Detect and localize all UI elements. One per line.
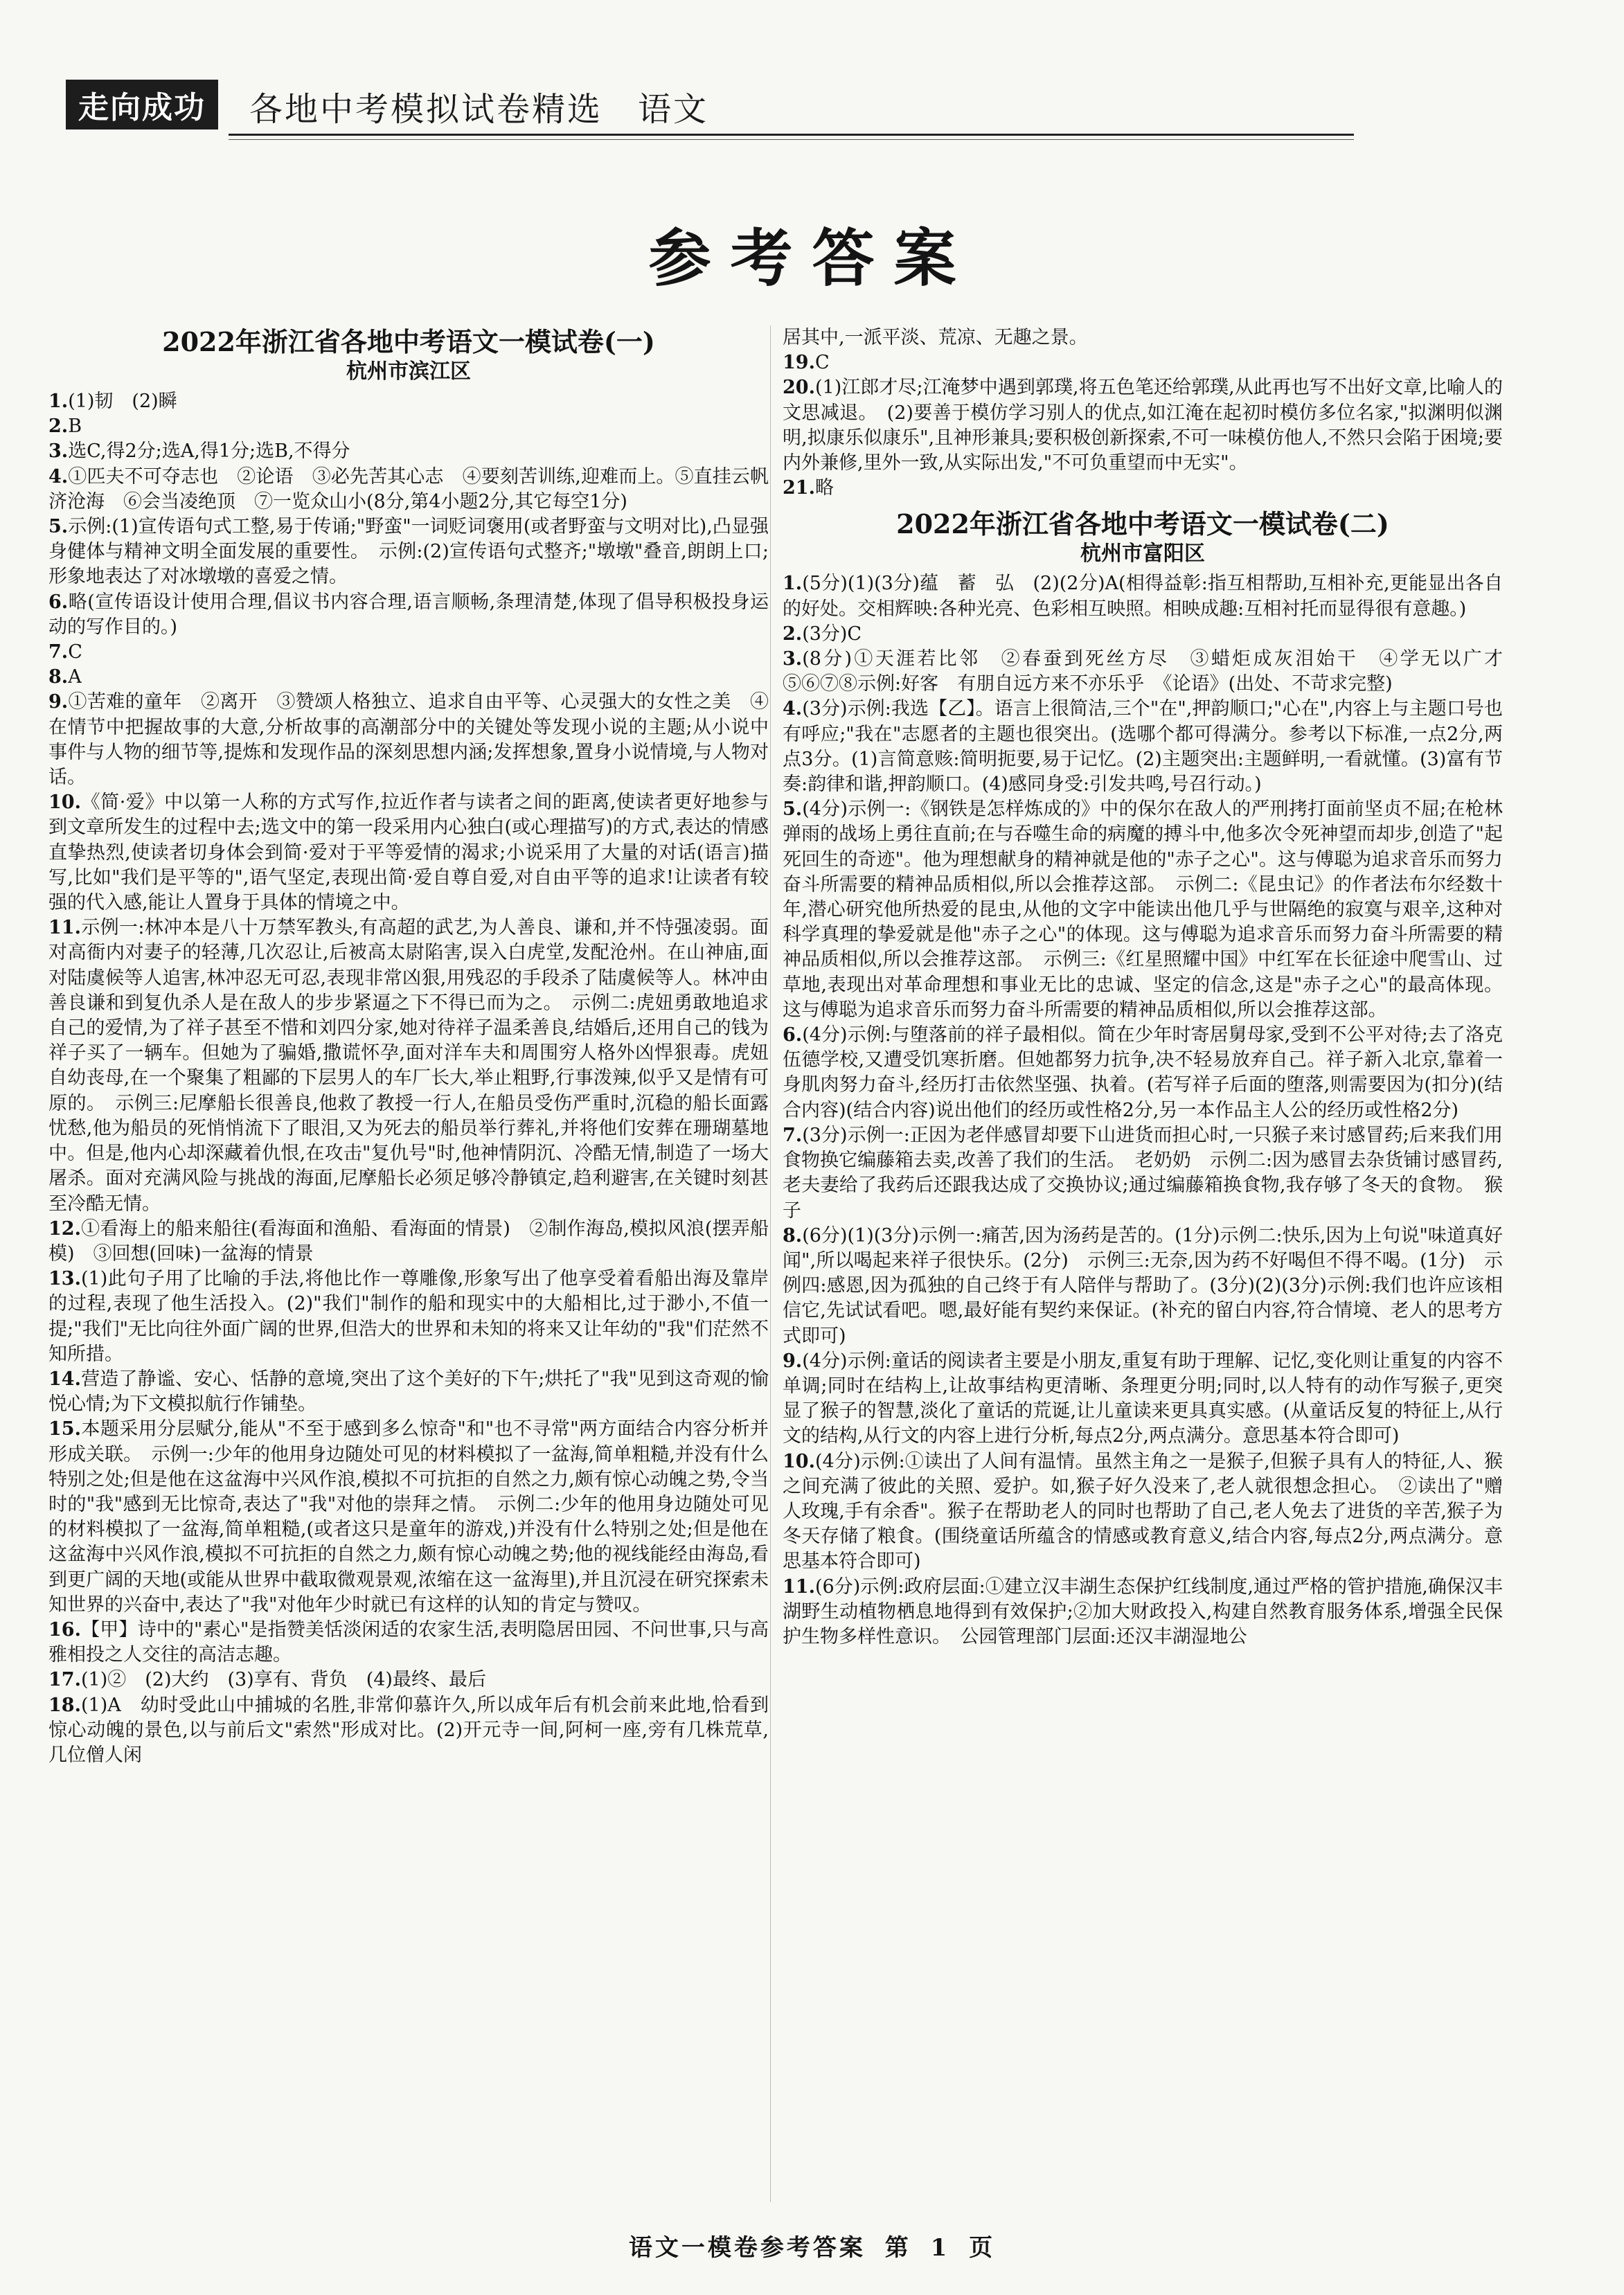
answer-number: 8.	[48, 666, 69, 688]
answer-item	[48, 916, 769, 1216]
answer-item	[48, 1217, 769, 1267]
answer-item	[48, 590, 769, 640]
continued-answer-text: 居其中,一派平淡、荒凉、无趣之景。	[783, 327, 1088, 348]
answer-number: 3.	[783, 648, 803, 670]
answer-list-1	[48, 389, 769, 1768]
answer-item	[783, 647, 1522, 697]
answer-number: 12.	[48, 1217, 81, 1240]
footer-page-suffix: 页	[969, 2234, 996, 2262]
answer-item	[48, 1668, 769, 1693]
footer-page-prefix: 第	[884, 2234, 911, 2262]
answer-text: ①匹夫不可夺志也 ②论语 ③必先苦其心志 ④要刻苦训练,迎难而上。⑤直挂云帆济沧海 ⑥会当凌绝顶 ⑦一览众山小(8分,第4小题2分,其它每空1分)	[48, 465, 769, 512]
answer-text: 本题采用分层赋分,能从"不至于感到多么惊奇"和"也不寻常"两方面结合内容分析并形成关联。 示例一:少年的他用身边随处可见的材料模拟了一盆海,简单粗糙,并没有什么特别之处;但是他在这盆海中兴风作浪,模拟不可抗拒的自然之力,颇有惊心动魄之势,令当时的"我"感到无比惊奇,表达了"我"对他的崇拜之情。 示例二:少年的他用身边随处可见的材料模拟了一盆海,简单粗糙,(或者这只是童年的游戏,)并没有什么特别之处;但是他在这盆海中兴风作浪,模拟不可抗拒的自然之力,颇有惊心动魄之势;他的视线能经由海岛,看到更广阔的天地(或能从世界中截取微观景观,浓缩在这一盆海里),并且沉浸在研究探索未知世界的兴奋中,表达了"我"对他年少时就已有这样的认知的肯定与赞叹。	[48, 1418, 769, 1616]
answer-number: 18.	[48, 1694, 81, 1716]
answer-list-1-continued	[783, 350, 1503, 501]
answer-text: (4分)示例:童话的阅读者主要是小朋友,重复有助于理解、记忆,变化则让重复的内容不单调;同时在结构上,让故事结构更清晰、条理更分明;同时,以人特有的动作写猴子,更突显了猴子的智慧,淡化了童话的荒诞,让儿童读来更具真实感。(从童话反复的特征上,从行文的结构,从行文的内容上进行分析,每点2分,两点满分。意思基本符合即可)	[783, 1350, 1503, 1447]
answer-number: 4.	[48, 465, 69, 488]
answer-list-2	[783, 571, 1522, 1650]
section-title-1: 2022年浙江省各地中考语文一模试卷(一)	[162, 326, 655, 357]
answer-text: 示例一:林冲本是八十万禁军教头,有高超的武艺,为人善良、谦和,并不恃强凌弱。面对高衙内对妻子的轻薄,几次忍让,后被高太尉陷害,误入白虎堂,发配沧州。在山神庙,面对陆虞候等人追害,林冲忍无可忍,表现非常凶狠,用残忍的手段杀了陆虞候等人。林冲由善良谦和到复仇杀人是在敌人的步步紧逼之下不得已而为之。 示例二:虎妞勇敢地追求自己的爱情,为了祥子甚至不惜和刘四分家,她对待祥子温柔善良,结婚后,还用自己的钱为祥子买了一辆车。但她为了骗婚,撒谎怀孕,面对洋车夫和周围穷人格外凶悍狠毒。虎妞自幼丧母,在一个聚集了粗鄙的下层男人的车厂长大,举止粗野,行事泼辣,似乎又是情有可原的。 示例三:尼摩船长很善良,他救了教授一行人,在船员受伤严重时,沉稳的船长面露忧愁,他为船员的死悄悄流下了眼泪,又为死去的船员举行葬礼,并将他们安葬在珊瑚墓地中。但是,他内心却深藏着仇恨,在攻击"复仇号"时,他神情阴沉、冷酷无情,制造了一场大屠杀。面对充满风险与挑战的海面,尼摩船长必须足够冷静镇定,趋利避害,在关键时刻甚至冷酷无情。	[48, 917, 769, 1215]
answer-text: 略	[814, 477, 834, 499]
answer-item	[48, 389, 769, 414]
answer-item	[48, 439, 769, 464]
answer-number: 5.	[783, 798, 803, 821]
answer-text: (4分)示例:①读出了人间有温情。虽然主角之一是猴子,但猴子具有人的特征,人、猴之间充满了彼此的关照、爱护。如,猴子好久没来了,老人就很想念担心。 ②读出了"赠人玫瑰,手有余香"。猴子在帮助老人的同时也帮助了自己,老人免去了进货的辛苦,猴子为冬天存储了粮食。(围绕童话所蕴含的情感或教育意义,结合内容,每点2分,两点满分。意思基本符合即可)	[783, 1450, 1503, 1573]
page-footer	[0, 2229, 1624, 2262]
section-title-2: 2022年浙江省各地中考语文一模试卷(二)	[896, 508, 1389, 540]
answer-number: 13.	[48, 1268, 81, 1290]
column-divider	[770, 325, 771, 2202]
right-column	[783, 325, 1522, 2209]
answer-number: 10.	[783, 1450, 815, 1472]
answer-number: 16.	[48, 1618, 81, 1641]
answer-text: (4分)示例一:《钢铁是怎样炼成的》中的保尔在敌人的严刑拷打面前坚贞不屈;在枪林弹雨的战场上勇往直前;在与吞噬生命的病魔的搏斗中,他多次令死神望而却步,创造了"起死回生的奇迹"。他为理想献身的精神就是他的"赤子之心"。这与傅聪为追求音乐而努力奋斗所需要的精神品质相似,所以会推荐这部。 示例二:《昆虫记》的作者法布尔经数十年,潜心研究他所热爱的昆虫,从他的文字中能读出他几乎与世隔绝的寂寞与艰辛,这种对科学真理的挚爱就是他"赤子之心"的体现。这与傅聪为追求音乐而努力奋斗所需要的精神品质相似,所以会推荐这部。 示例三:《红星照耀中国》中红军在长征途中爬雪山、过草地,表现出对革命理想和事业无比的忠诚、坚定的信念,这是"赤子之心"的最高体现。这与傅聪为追求音乐而努力奋斗所需要的精神品质相似,所以会推荐这部。	[783, 798, 1503, 1021]
answer-number: 7.	[48, 641, 69, 663]
answer-text: (1)② (2)大约 (3)享有、背负 (4)最终、最后	[80, 1669, 486, 1691]
answer-item	[48, 690, 769, 790]
answer-number: 10.	[48, 792, 81, 814]
answer-text: (6分)示例:政府层面:①建立汉丰湖生态保护红线制度,通过严格的管护措施,确保汉丰湖野生动植物栖息地得到有效保护;②加大财政投入,构建自然教育服务体系,增强全民保护生物多样性意识。 公园管理部门层面:还汉丰湖湿地公	[783, 1575, 1503, 1647]
answer-number: 4.	[783, 698, 803, 720]
answer-item	[783, 350, 1503, 375]
answer-text: 营造了静谧、安心、恬静的意境,突出了这个美好的下午;烘托了"我"见到这奇观的愉悦心情;为下文模拟航行作铺垫。	[48, 1368, 769, 1416]
answer-text: 选C,得2分;选A,得1分;选B,不得分	[68, 440, 350, 463]
answer-number: 6.	[48, 591, 69, 613]
answer-text: (4分)示例:与堕落前的祥子最相似。简在少年时寄居舅母家,受到不公平对待;去了洛克伍德学校,又遭受饥寒折磨。但她都努力抗争,决不轻易放弃自己。祥子新入北京,靠着一身肌肉努力奋斗,经历打击依然坚强、执着。(若写祥子后面的堕落,则需要因为(扣分)(结合内容)(结合内容)说出他们的经历或性格2分,另一本作品主人公的经历或性格2分)	[783, 1024, 1503, 1121]
answer-item	[783, 476, 1503, 501]
answer-text: ①看海上的船来船往(看海面和渔船、看海面的情景) ②制作海岛,模拟风浪(摆弄船模) ③回想(回味)一盆海的情景	[48, 1217, 769, 1265]
answer-text: B	[68, 416, 82, 438]
answer-item	[48, 1267, 769, 1367]
answer-number: 6.	[783, 1024, 803, 1046]
answer-item	[783, 375, 1503, 476]
answer-text: (3分)示例一:正因为老伴感冒却要下山进货而担心时,一只猴子来讨感冒药;后来我们用食物换它编藤箱去卖,改善了我们的生活。 老奶奶 示例二:因为感冒去杂货铺讨感冒药,老夫妻给了我药后还跟我达成了交换协议;通过编藤箱换食物,我存够了冬天的食物。 猴子	[783, 1124, 1503, 1222]
answer-text: 示例:(1)宣传语句式工整,易于传诵;"野蛮"一词贬词褒用(或者野蛮与文明对比),凸显强身健体与精神文明全面发展的重要性。 示例:(2)宣传语句式整齐;"墩墩"叠音,朗朗上口;形象地表达了对冰墩墩的喜爱之情。	[48, 516, 769, 588]
answer-item	[48, 1618, 769, 1668]
answer-item	[48, 665, 769, 690]
answer-item	[48, 640, 769, 665]
answer-number: 5.	[48, 516, 69, 538]
answer-number: 11.	[783, 1575, 815, 1598]
answer-number: 21.	[783, 477, 815, 499]
left-column	[48, 325, 769, 2209]
answer-item	[783, 622, 1503, 647]
answer-number: 14.	[48, 1368, 81, 1390]
answer-number: 8.	[783, 1224, 803, 1247]
answer-item	[48, 1693, 769, 1769]
answer-item	[48, 790, 769, 916]
answer-item	[783, 1023, 1503, 1123]
answer-number: 15.	[48, 1418, 81, 1440]
answer-item	[48, 515, 769, 590]
answer-number: 2.	[783, 623, 803, 645]
answer-item	[48, 1417, 769, 1618]
answer-item	[48, 1367, 769, 1417]
answer-item	[48, 465, 769, 515]
answer-text: (6分)(1)(3分)示例一:痛苦,因为汤药是苦的。(1分)示例二:快乐,因为上句说"味道真好闻",所以喝起来祥子很快乐。(2分) 示例三:无奈,因为药不好喝但不得不喝。(1分) 示例四:感恩,因为孤独的自己终于有人陪伴与帮助了。(3分)(2)(3分)示例:我们也许应该相信它,先试试看吧。嗯,最好能有契约来保证。(补充的留白内容,符合情境、老人的思考方式即可)	[783, 1224, 1503, 1347]
answer-number: 20.	[783, 377, 815, 399]
page-number: 1	[930, 2234, 950, 2262]
answer-text: (1)韧 (2)瞬	[68, 391, 177, 412]
answer-number: 11.	[48, 917, 81, 939]
answer-text: (5分)(1)(3分)蕴 蓄 弘 (2)(2分)A(相得益彰:指互相帮助,互相补充,更能显出各自的好处。交相辉映:各种光亮、色彩相互映照。相映成趣:互相衬托而显得很有意趣。)	[783, 573, 1503, 620]
answer-number: 9.	[783, 1350, 803, 1372]
answer-item	[783, 1575, 1503, 1650]
section-subtitle-1: 杭州市滨江区	[346, 359, 471, 384]
answer-text: A	[68, 666, 82, 688]
answer-number: 9.	[48, 691, 69, 713]
brand-logo: 走向成功	[66, 80, 218, 130]
answer-number: 19.	[783, 352, 815, 374]
answer-number: 7.	[783, 1124, 803, 1146]
header	[66, 80, 1354, 135]
answer-number: 2.	[48, 416, 69, 438]
header-rule	[229, 134, 1354, 136]
answer-text: (3分)示例:我选【乙】。语言上很简洁,三个"在",押韵顺口;"心在",内容上与主题口号也有呼应;"我在"志愿者的主题也很突出。(选哪个都可得满分。参考以下标准,一点2分,两点3分。(1)言简意赅:简明扼要,易于记忆。(2)主题突出:主题鲜明,一看就懂。(3)富有节奏:韵律和谐,押韵顺口。(4)感同身受:引发共鸣,号召行动。)	[783, 698, 1503, 796]
answer-item	[783, 1349, 1503, 1449]
answer-item	[783, 1449, 1503, 1575]
page-title: 参考答案	[648, 222, 976, 295]
header-rule-thin	[229, 139, 1354, 140]
answer-item	[48, 414, 769, 439]
answer-text: 略(宣传语设计使用合理,倡议书内容合理,语言顺畅,条理清楚,体现了倡导积极投身运动的写作目的。)	[48, 591, 769, 638]
answer-text: C	[814, 352, 830, 374]
answer-item	[783, 1224, 1503, 1349]
answer-text: (1)江郎才尽;江淹梦中遇到郭璞,将五色笔还给郭璞,从此再也写不出好文章,比喻人的文思减退。 (2)要善于模仿学习别人的优点,如江淹在起初时模仿多位名家,"拟渊明似渊明,拟康乐似康乐",且神形兼具;要积极创新探索,不可一味模仿他人,不然只会陷于困境;要内外兼修,里外一致,从实际出发,"不可负重望而中无实"。	[783, 377, 1503, 474]
answer-number: 3.	[48, 440, 69, 463]
answer-number: 17.	[48, 1669, 81, 1691]
answer-item	[783, 797, 1503, 1023]
answer-text: (1)A 幼时受此山中捕城的名胜,非常仰慕许久,所以成年后有机会前来此地,恰看到惊心动魄的景色,以与前后文"索然"形成对比。(2)开元寺一间,阿柯一座,旁有几株荒草,几位僧人闲	[48, 1694, 769, 1766]
answer-text: (1)此句子用了比喻的手法,将他比作一尊雕像,形象写出了他享受着看船出海及靠岸的过程,表现了他生活投入。(2)"我们"制作的船和现实中的大船相比,过于渺小,不值一提;"我们"无比向往外面广阔的世界,但浩大的世界和未知的将来又让年幼的"我"们茫然不知所措。	[48, 1268, 769, 1365]
answer-number: 1.	[783, 573, 803, 595]
answer-item	[783, 571, 1503, 621]
answer-number: 1.	[48, 391, 69, 412]
answer-text: (3分)C	[802, 623, 862, 645]
section-subtitle-2: 杭州市富阳区	[1080, 542, 1205, 566]
answer-text: 【甲】诗中的"素心"是指赞美恬淡闲适的农家生活,表明隐居田园、不问世事,只与高雅相投之人交往的高洁志趣。	[48, 1618, 769, 1666]
answer-text: 《简·爱》中以第一人称的方式写作,拉近作者与读者之间的距离,使读者更好地参与到文章所发生的过程中去;选文中的第一段采用内心独白(或心理描写)的方式,表达的情感直挚热烈,使读者切身体会到简·爱对于平等爱情的渴求;小说采用了大量的对话(语言)描写,比如"我们是平等的",语气坚定,表现出简·爱自尊自爱,对自由平等的追求!让读者有较强的代入感,能让人置身于具体的情境之中。	[48, 792, 769, 914]
answer-text: C	[68, 641, 82, 663]
answer-text: ①苦难的童年 ②离开 ③赞颂人格独立、追求自由平等、心灵强大的女性之美 ④在情节中把握故事的大意,分析故事的高潮部分中的关键处等发现小说的主题;从小说中事件与人物的细节等,提炼和发现作品的深刻思想内涵;发挥想象,置身小说情境,与人物对话。	[48, 691, 769, 789]
answer-item	[783, 1123, 1503, 1224]
answer-item	[783, 697, 1503, 797]
answer-text: (8分)①天涯若比邻 ②春蚕到死丝方尽 ③蜡炬成灰泪始干 ④学无以广才 ⑤⑥⑦⑧示例:好客 有朋自远方来不亦乐乎 《论语》(出处、不苛求完整)	[783, 648, 1522, 695]
footer-label: 语文一模卷参考答案	[628, 2234, 866, 2262]
series-title: 各地中考模拟试卷精选 语文	[249, 90, 709, 129]
